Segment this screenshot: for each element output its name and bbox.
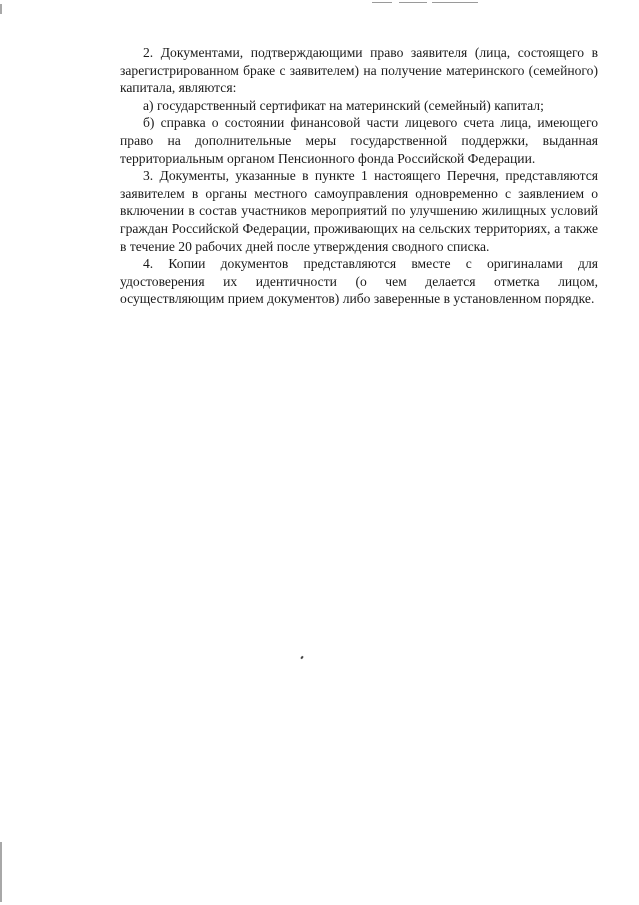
scan-artifact-top — [432, 2, 478, 3]
scan-artifact-speck — [300, 656, 303, 660]
paragraph-2a: а) государственный сертификат на материнский (семейный) капитал; — [143, 97, 544, 113]
scan-artifact-top — [399, 2, 427, 3]
scan-artifact-edge — [0, 4, 2, 14]
paragraph-4: 4. Копии документов представляются вместе с оригиналами для удостоверения их идентичности (о чем делается отметка лицом, осуществляющим прием документов) либо заверенные в установленном порядке. — [120, 256, 598, 307]
paragraph-2b: б) справка о состоянии финансовой части лицевого счета лица, имеющего право на дополнительные меры государственной поддержки, выданная территориальным органом Пенсионного фонда Российской Федерации. — [120, 115, 598, 166]
scan-artifact-edge — [0, 842, 2, 902]
paragraph-2: 2. Документами, подтверждающими право заявителя (лица, состоящего в зарегистрированном браке с заявителем) на получение материнского (семейного) капитала, являются: — [120, 45, 598, 96]
scan-artifact-top — [372, 2, 392, 3]
paragraph-3: 3. Документы, указанные в пункте 1 настоящего Перечня, представляются заявителем в органы местного самоуправления одновременно с заявлением о включении в состав участников мероприятий по улучшению жилищных условий граждан Российской Федерации, проживающих на сельских территориях, а также в течение 20 рабочих дней после утверждения сводного списка. — [120, 168, 598, 254]
document-body — [120, 44, 598, 308]
